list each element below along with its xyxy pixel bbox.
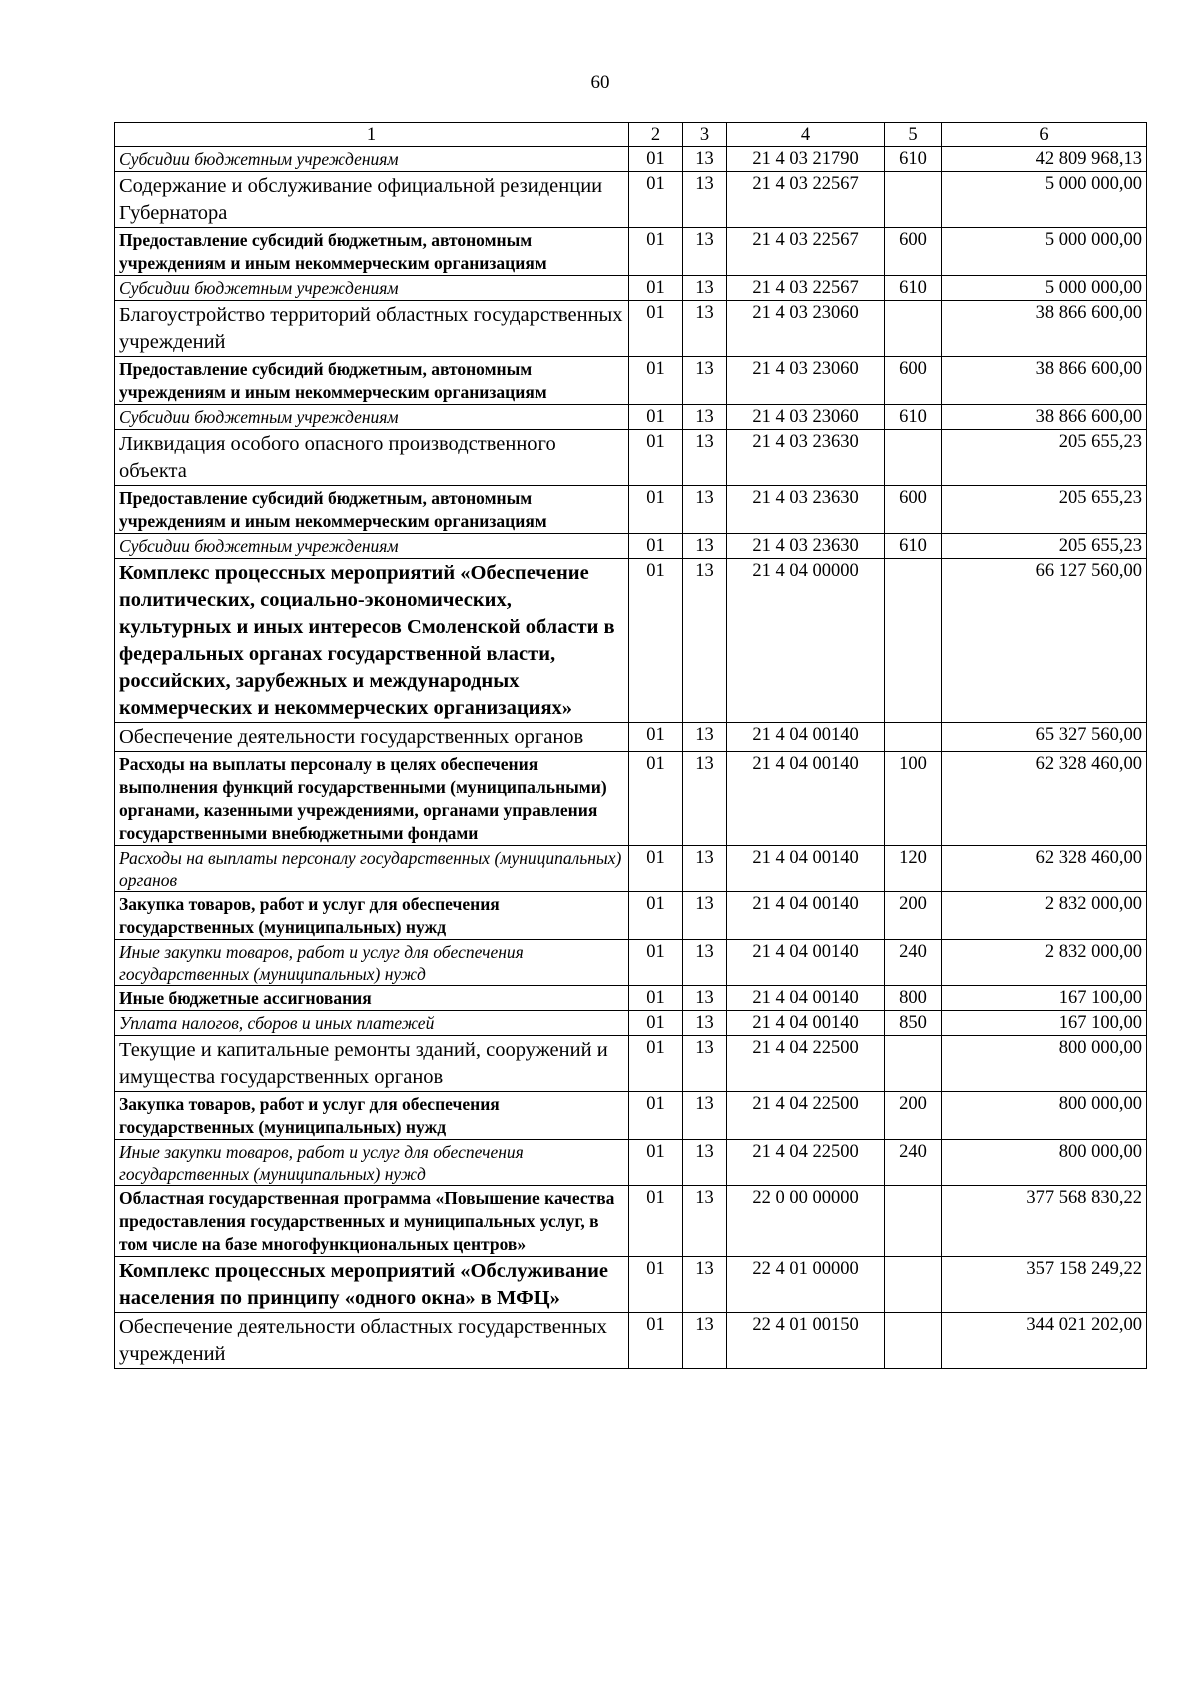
table-row: [115, 846, 1147, 892]
table-row: [115, 1140, 1147, 1186]
table-header-row: [115, 123, 1147, 147]
table-body: [115, 147, 1147, 1369]
row-subsection-code: 13: [683, 276, 727, 301]
row-section-code: 01: [629, 276, 683, 301]
row-amount: 205 655,23: [942, 534, 1147, 559]
row-target-article: 21 4 04 00140: [727, 752, 885, 846]
row-target-article: 21 4 03 23630: [727, 430, 885, 486]
row-section-code: 01: [629, 405, 683, 430]
table-row: [115, 1186, 1147, 1257]
row-expense-type: 100: [885, 752, 942, 846]
row-section-code: 01: [629, 430, 683, 486]
row-target-article: 21 4 04 00140: [727, 940, 885, 986]
row-expense-type: 200: [885, 892, 942, 940]
row-amount: 205 655,23: [942, 486, 1147, 534]
table-row: [115, 1092, 1147, 1140]
row-subsection-code: 13: [683, 559, 727, 723]
row-amount: 5 000 000,00: [942, 228, 1147, 276]
row-section-code: 01: [629, 559, 683, 723]
row-target-article: 21 4 03 21790: [727, 147, 885, 172]
table-row: [115, 1257, 1147, 1313]
row-section-code: 01: [629, 357, 683, 405]
row-expense-type: [885, 1257, 942, 1313]
row-subsection-code: 13: [683, 1011, 727, 1036]
row-amount: 38 866 600,00: [942, 405, 1147, 430]
row-section-code: 01: [629, 1186, 683, 1257]
row-section-code: 01: [629, 986, 683, 1011]
row-amount: 205 655,23: [942, 430, 1147, 486]
row-subsection-code: 13: [683, 430, 727, 486]
table-row: [115, 172, 1147, 228]
row-amount: 357 158 249,22: [942, 1257, 1147, 1313]
row-expense-type: [885, 430, 942, 486]
row-section-code: 01: [629, 1092, 683, 1140]
row-section-code: 01: [629, 1011, 683, 1036]
row-amount: 66 127 560,00: [942, 559, 1147, 723]
row-name: Областная государственная программа «Повышение качества предоставления государственных и муниципальных услуг, в том числе на базе многофункциональных центров»: [115, 1186, 629, 1257]
row-name: Текущие и капитальные ремонты зданий, сооружений и имущества государственных органов: [115, 1036, 629, 1092]
row-name: Предоставление субсидий бюджетным, автономным учреждениям и иным некоммерческим организациям: [115, 357, 629, 405]
row-name: Комплекс процессных мероприятий «Обслуживание населения по принципу «одного окна» в МФЦ»: [115, 1257, 629, 1313]
row-target-article: 21 4 04 22500: [727, 1036, 885, 1092]
row-subsection-code: 13: [683, 1313, 727, 1369]
row-target-article: 21 4 04 00140: [727, 1011, 885, 1036]
row-expense-type: 850: [885, 1011, 942, 1036]
row-subsection-code: 13: [683, 301, 727, 357]
row-name: Закупка товаров, работ и услуг для обеспечения государственных (муниципальных) нужд: [115, 892, 629, 940]
row-amount: 38 866 600,00: [942, 301, 1147, 357]
row-expense-type: [885, 1036, 942, 1092]
row-target-article: 21 4 04 22500: [727, 1092, 885, 1140]
table-row: [115, 357, 1147, 405]
row-name: Уплата налогов, сборов и иных платежей: [115, 1011, 629, 1036]
row-name: Предоставление субсидий бюджетным, автономным учреждениям и иным некоммерческим организациям: [115, 228, 629, 276]
row-section-code: 01: [629, 534, 683, 559]
row-subsection-code: 13: [683, 228, 727, 276]
row-subsection-code: 13: [683, 892, 727, 940]
header-col-4: 4: [727, 123, 885, 147]
row-subsection-code: 13: [683, 486, 727, 534]
row-subsection-code: 13: [683, 534, 727, 559]
row-name: Субсидии бюджетным учреждениям: [115, 147, 629, 172]
row-section-code: 01: [629, 892, 683, 940]
row-subsection-code: 13: [683, 940, 727, 986]
header-col-6: 6: [942, 123, 1147, 147]
table-row: [115, 892, 1147, 940]
row-target-article: 21 4 04 00140: [727, 986, 885, 1011]
row-expense-type: 240: [885, 940, 942, 986]
page-number: 60: [590, 72, 610, 93]
row-section-code: 01: [629, 1036, 683, 1092]
row-expense-type: 610: [885, 405, 942, 430]
row-name: Обеспечение деятельности государственных органов: [115, 723, 629, 752]
row-target-article: 21 4 04 00140: [727, 723, 885, 752]
row-name: Закупка товаров, работ и услуг для обеспечения государственных (муниципальных) нужд: [115, 1092, 629, 1140]
row-expense-type: 240: [885, 1140, 942, 1186]
row-expense-type: 600: [885, 228, 942, 276]
table-row: [115, 1036, 1147, 1092]
row-expense-type: 600: [885, 357, 942, 405]
row-expense-type: 610: [885, 276, 942, 301]
row-amount: 2 832 000,00: [942, 940, 1147, 986]
row-amount: 38 866 600,00: [942, 357, 1147, 405]
row-name: Комплекс процессных мероприятий «Обеспечение политических, социально-экономических, культурных и иных интересов Смоленской области в федеральных органах государственной власти, российских, зарубежных и международных коммерческих и некоммерческих организациях»: [115, 559, 629, 723]
row-subsection-code: 13: [683, 172, 727, 228]
row-expense-type: [885, 559, 942, 723]
row-expense-type: [885, 172, 942, 228]
row-expense-type: 600: [885, 486, 942, 534]
row-name: Обеспечение деятельности областных государственных учреждений: [115, 1313, 629, 1369]
row-amount: 800 000,00: [942, 1036, 1147, 1092]
table-row: [115, 752, 1147, 846]
row-section-code: 01: [629, 301, 683, 357]
row-subsection-code: 13: [683, 405, 727, 430]
row-target-article: 21 4 03 22567: [727, 228, 885, 276]
row-expense-type: 610: [885, 534, 942, 559]
row-target-article: 21 4 04 00140: [727, 846, 885, 892]
row-section-code: 01: [629, 486, 683, 534]
row-subsection-code: 13: [683, 1186, 727, 1257]
row-name: Благоустройство территорий областных государственных учреждений: [115, 301, 629, 357]
row-subsection-code: 13: [683, 1257, 727, 1313]
row-section-code: 01: [629, 846, 683, 892]
row-name: Субсидии бюджетным учреждениям: [115, 405, 629, 430]
row-name: Субсидии бюджетным учреждениям: [115, 534, 629, 559]
row-expense-type: 200: [885, 1092, 942, 1140]
header-col-3: 3: [683, 123, 727, 147]
row-subsection-code: 13: [683, 986, 727, 1011]
row-name: Расходы на выплаты персоналу государственных (муниципальных) органов: [115, 846, 629, 892]
row-name: Расходы на выплаты персоналу в целях обеспечения выполнения функций государственными (муниципальными) органами, казенными учреждениями, органами управления государственными внебюджетными фондами: [115, 752, 629, 846]
row-target-article: 21 4 04 22500: [727, 1140, 885, 1186]
row-section-code: 01: [629, 1257, 683, 1313]
header-col-2: 2: [629, 123, 683, 147]
row-expense-type: 120: [885, 846, 942, 892]
table-row: [115, 940, 1147, 986]
row-target-article: 22 4 01 00000: [727, 1257, 885, 1313]
row-target-article: 22 0 00 00000: [727, 1186, 885, 1257]
row-subsection-code: 13: [683, 846, 727, 892]
table-row: [115, 430, 1147, 486]
row-amount: 42 809 968,13: [942, 147, 1147, 172]
row-amount: 377 568 830,22: [942, 1186, 1147, 1257]
row-target-article: 21 4 03 22567: [727, 276, 885, 301]
table-row: [115, 986, 1147, 1011]
row-amount: 62 328 460,00: [942, 846, 1147, 892]
row-amount: 2 832 000,00: [942, 892, 1147, 940]
row-target-article: 21 4 03 22567: [727, 172, 885, 228]
row-expense-type: [885, 723, 942, 752]
row-amount: 5 000 000,00: [942, 172, 1147, 228]
row-subsection-code: 13: [683, 1092, 727, 1140]
table-row: [115, 1011, 1147, 1036]
row-expense-type: [885, 1313, 942, 1369]
table-row: [115, 301, 1147, 357]
row-name: Содержание и обслуживание официальной резиденции Губернатора: [115, 172, 629, 228]
row-section-code: 01: [629, 752, 683, 846]
row-amount: 344 021 202,00: [942, 1313, 1147, 1369]
table-row: [115, 147, 1147, 172]
row-section-code: 01: [629, 228, 683, 276]
row-target-article: 22 4 01 00150: [727, 1313, 885, 1369]
table-row: [115, 559, 1147, 723]
row-amount: 800 000,00: [942, 1092, 1147, 1140]
row-target-article: 21 4 03 23630: [727, 534, 885, 559]
row-name: Субсидии бюджетным учреждениям: [115, 276, 629, 301]
table-row: [115, 486, 1147, 534]
row-target-article: 21 4 03 23060: [727, 405, 885, 430]
table-row: [115, 534, 1147, 559]
row-target-article: 21 4 04 00140: [727, 892, 885, 940]
row-amount: 167 100,00: [942, 986, 1147, 1011]
table-row: [115, 405, 1147, 430]
row-target-article: 21 4 03 23060: [727, 357, 885, 405]
row-name: Иные закупки товаров, работ и услуг для обеспечения государственных (муниципальных) нужд: [115, 940, 629, 986]
row-subsection-code: 13: [683, 147, 727, 172]
row-amount: 167 100,00: [942, 1011, 1147, 1036]
row-target-article: 21 4 03 23060: [727, 301, 885, 357]
table-row: [115, 1313, 1147, 1369]
budget-table: [114, 122, 1147, 1369]
row-expense-type: 610: [885, 147, 942, 172]
row-section-code: 01: [629, 147, 683, 172]
row-name: Ликвидация особого опасного производственного объекта: [115, 430, 629, 486]
row-target-article: 21 4 04 00000: [727, 559, 885, 723]
row-subsection-code: 13: [683, 723, 727, 752]
row-name: Иные закупки товаров, работ и услуг для обеспечения государственных (муниципальных) нужд: [115, 1140, 629, 1186]
row-subsection-code: 13: [683, 1036, 727, 1092]
row-expense-type: 800: [885, 986, 942, 1011]
header-col-1: 1: [115, 123, 629, 147]
row-amount: 62 328 460,00: [942, 752, 1147, 846]
row-subsection-code: 13: [683, 752, 727, 846]
row-subsection-code: 13: [683, 357, 727, 405]
header-col-5: 5: [885, 123, 942, 147]
row-expense-type: [885, 1186, 942, 1257]
row-section-code: 01: [629, 940, 683, 986]
row-name: Иные бюджетные ассигнования: [115, 986, 629, 1011]
row-section-code: 01: [629, 1140, 683, 1186]
row-amount: 800 000,00: [942, 1140, 1147, 1186]
row-expense-type: [885, 301, 942, 357]
row-target-article: 21 4 03 23630: [727, 486, 885, 534]
table-row: [115, 723, 1147, 752]
row-section-code: 01: [629, 1313, 683, 1369]
row-amount: 65 327 560,00: [942, 723, 1147, 752]
row-section-code: 01: [629, 172, 683, 228]
row-name: Предоставление субсидий бюджетным, автономным учреждениям и иным некоммерческим организациям: [115, 486, 629, 534]
row-subsection-code: 13: [683, 1140, 727, 1186]
row-section-code: 01: [629, 723, 683, 752]
table-row: [115, 276, 1147, 301]
row-amount: 5 000 000,00: [942, 276, 1147, 301]
table-row: [115, 228, 1147, 276]
